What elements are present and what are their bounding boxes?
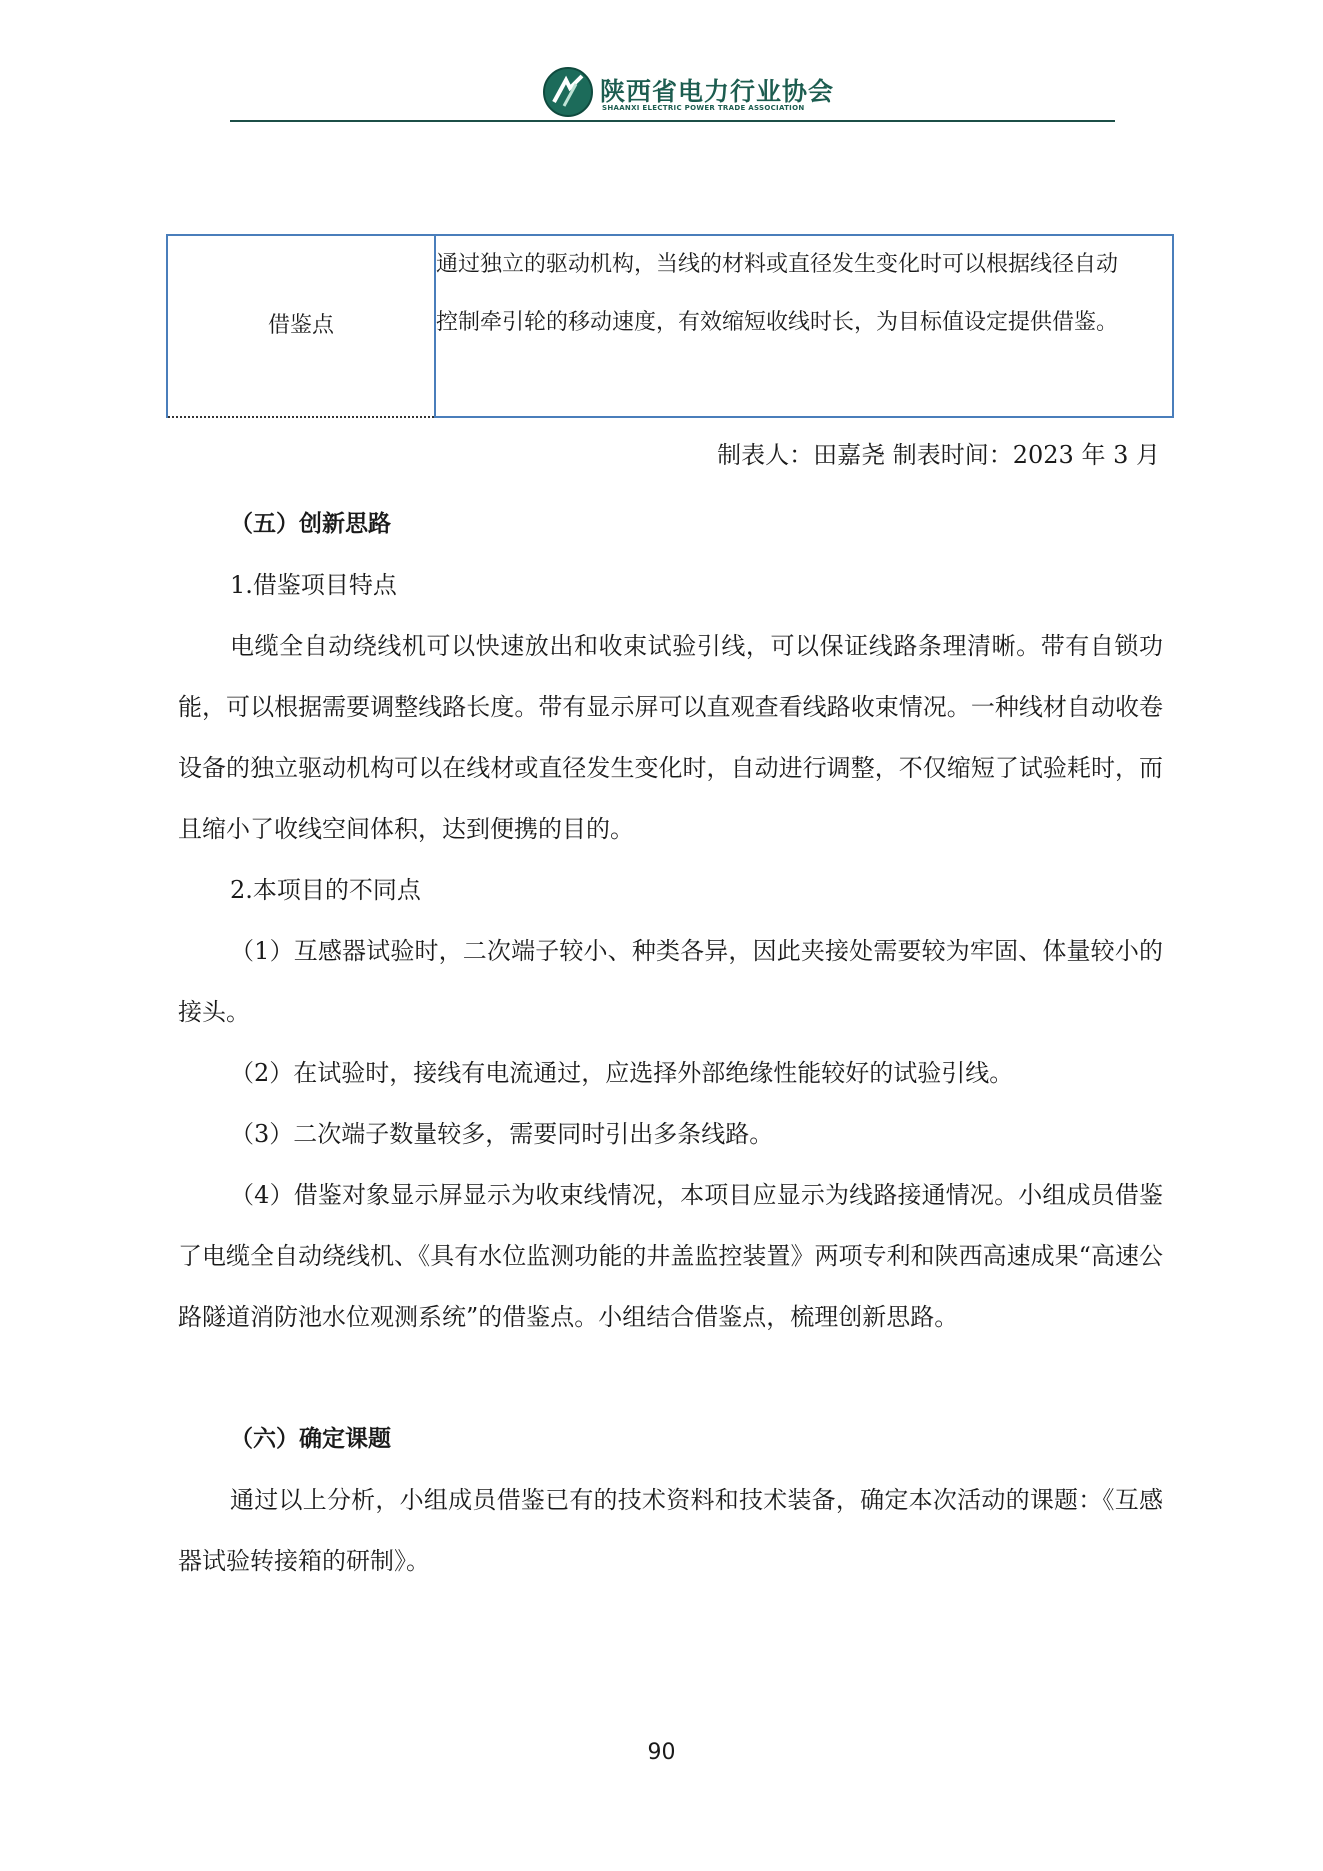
body-paragraph: （1）互感器试验时，二次端子较小、种类各异，因此夹接处需要较为牢固、体量较小的接头。 (178, 937, 1163, 1026)
page-header (230, 62, 1115, 124)
association-logo (542, 66, 842, 118)
table-row-label: 借鉴点 (267, 313, 334, 338)
section-heading: （五）创新思路 (230, 511, 391, 537)
table-maker-line: 制表人：田嘉尧 制表时间：2023 年 3 月 (717, 441, 1160, 469)
body-paragraph: 通过以上分析，小组成员借鉴已有的技术资料和技术装备，确定本次活动的课题：《互感器试验转接箱的研制》。 (178, 1486, 1163, 1575)
table-content-line: 通过独立的驱动机构，当线的材料或直径发生变化时可以根据线径自动 (436, 252, 1119, 277)
item-title: 2.本项目的不同点 (230, 876, 421, 904)
reference-table (166, 234, 1174, 418)
header-divider (230, 120, 1115, 122)
table-content-cell (435, 235, 1173, 417)
body-paragraph: （2）在试验时，接线有电流通过，应选择外部绝缘性能较好的试验引线。 (230, 1059, 1014, 1087)
table-row (167, 235, 1173, 417)
item-title: 1.借鉴项目特点 (230, 571, 397, 599)
logo-name-cn: 陕西省电力行业协会 (600, 77, 835, 106)
body-paragraph: （4）借鉴对象显示屏显示为收束线情况，本项目应显示为线路接通情况。小组成员借鉴了电缆全自动绕线机、《具有水位监测功能的井盖监控装置》两项专利和陕西高速成果“高速公路隧道消防池水位观测系统”的借鉴点。小组结合借鉴点，梳理创新思路。 (178, 1181, 1163, 1331)
logo-name-en: SHAANXI ELECTRIC POWER TRADE ASSOCIATION (602, 104, 805, 112)
section-heading: （六）确定课题 (230, 1426, 391, 1452)
body-paragraph: （3）二次端子数量较多，需要同时引出多条线路。 (230, 1120, 774, 1148)
table-label-cell (167, 235, 435, 417)
logo-emblem-icon (542, 66, 594, 118)
body-paragraph: 电缆全自动绕线机可以快速放出和收束试验引线，可以保证线路条理清晰。带有自锁功能，可以根据需要调整线路长度。带有显示屏可以直观查看线路收束情况。一种线材自动收卷设备的独立驱动机构可以在线材或直径发生变化时，自动进行调整，不仅缩短了试验耗时，而且缩小了收线空间体积，达到便携的目的。 (178, 632, 1163, 843)
table-content-line: 控制牵引轮的移动速度，有效缩短收线时长，为目标值设定提供借鉴。 (436, 310, 1119, 335)
page-number: 90 (647, 1740, 676, 1765)
